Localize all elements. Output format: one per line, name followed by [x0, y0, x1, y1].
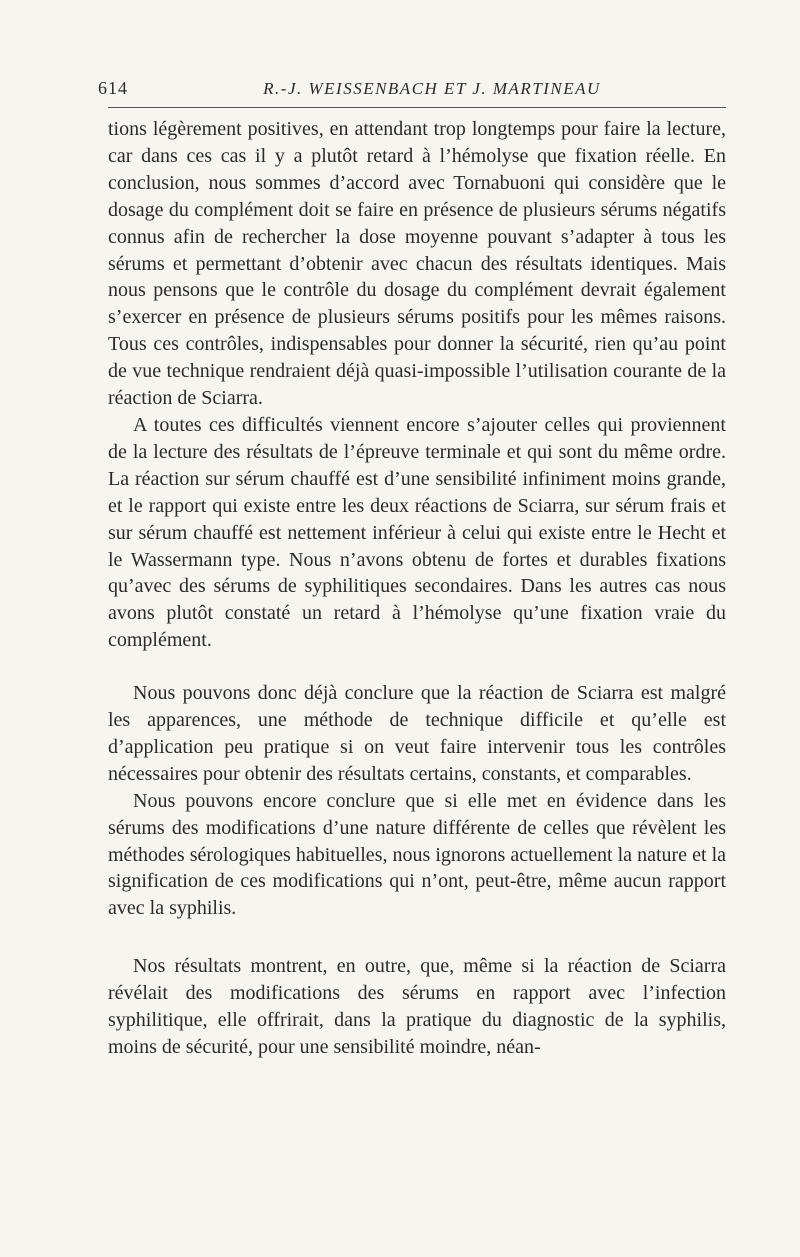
paragraph-3: Nous pouvons donc déjà conclure que la réaction de Sciarra est malgré les apparences, une méthode de technique difficile et qu’elle est d’application peu pratique si on veut faire intervenir tous les contrôles nécessaires pour obtenir des résultats certains, constants, et comparables.	[108, 682, 726, 785]
paragraph-1: tions légèrement positives, en attendant trop longtemps pour faire la lecture, car dans ces cas il y a plutôt retard à l’hémolyse que fixation réelle. En conclusion, nous sommes d’accord avec Tornabuoni qui considère que le dosage du complément doit se faire en présence de plusieurs sérums négatifs connus afin de rechercher la dose moyenne pouvant s’adapter à tous les sérums et permettant d’obtenir avec chacun des résultats identiques. Mais nous pensons que le contrôle du dosage du complément devrait également s’exercer en présence de plusieurs sérums positifs pour les mêmes raisons. Tous ces contrôles, indispensables pour donner la sécurité, rien qu’au point de vue technique rendraient déjà quasi-impossible l’utilisation courante de la réaction de Sciarra.	[108, 118, 726, 410]
running-title: R.-J. WEISSENBACH ET J. MARTINEAU	[263, 79, 601, 98]
paragraph-4: Nous pouvons encore conclure que si elle met en évidence dans les sérums des modifications d’une nature différente de celles que révèlent les méthodes sérologiques habituelles, nous ignorons actuellement la nature et la signification de ces modifications qui n’ont, peut-être, même aucun rapport avec la syphilis.	[108, 789, 726, 920]
paragraph-5: Nos résultats montrent, en outre, que, même si la réaction de Sciarra révélait des modifications des sérums en rapport avec l’infection syphilitique, elle offrirait, dans la pratique du diagnostic de la syphilis, moins de sécurité, pour une sensibilité moindre, néan-	[108, 955, 726, 1058]
document-page	[98, 78, 726, 1061]
page-number: 614	[98, 78, 128, 98]
page-header	[98, 78, 726, 108]
body-text	[108, 116, 726, 1061]
paragraph-2: A toutes ces difficultés viennent encore s’ajouter celles qui proviennent de la lecture des résultats de l’épreuve terminale et qui sont du même ordre. La réaction sur sérum chauffé est d’une sensibilité infiniment moins grande, et le rapport qui existe entre les deux réactions de Sciarra, sur sérum frais et sur sérum chauffé est nettement inférieur à celui qui existe entre le Hecht et le Wassermann type. Nous n’avons obtenu de fortes et durables fixations qu’avec des sérums de syphilitiques secondaires. Dans les autres cas nous avons plutôt constaté un retard à l’hémolyse qu’une fixation vraie du complément.	[108, 413, 726, 652]
